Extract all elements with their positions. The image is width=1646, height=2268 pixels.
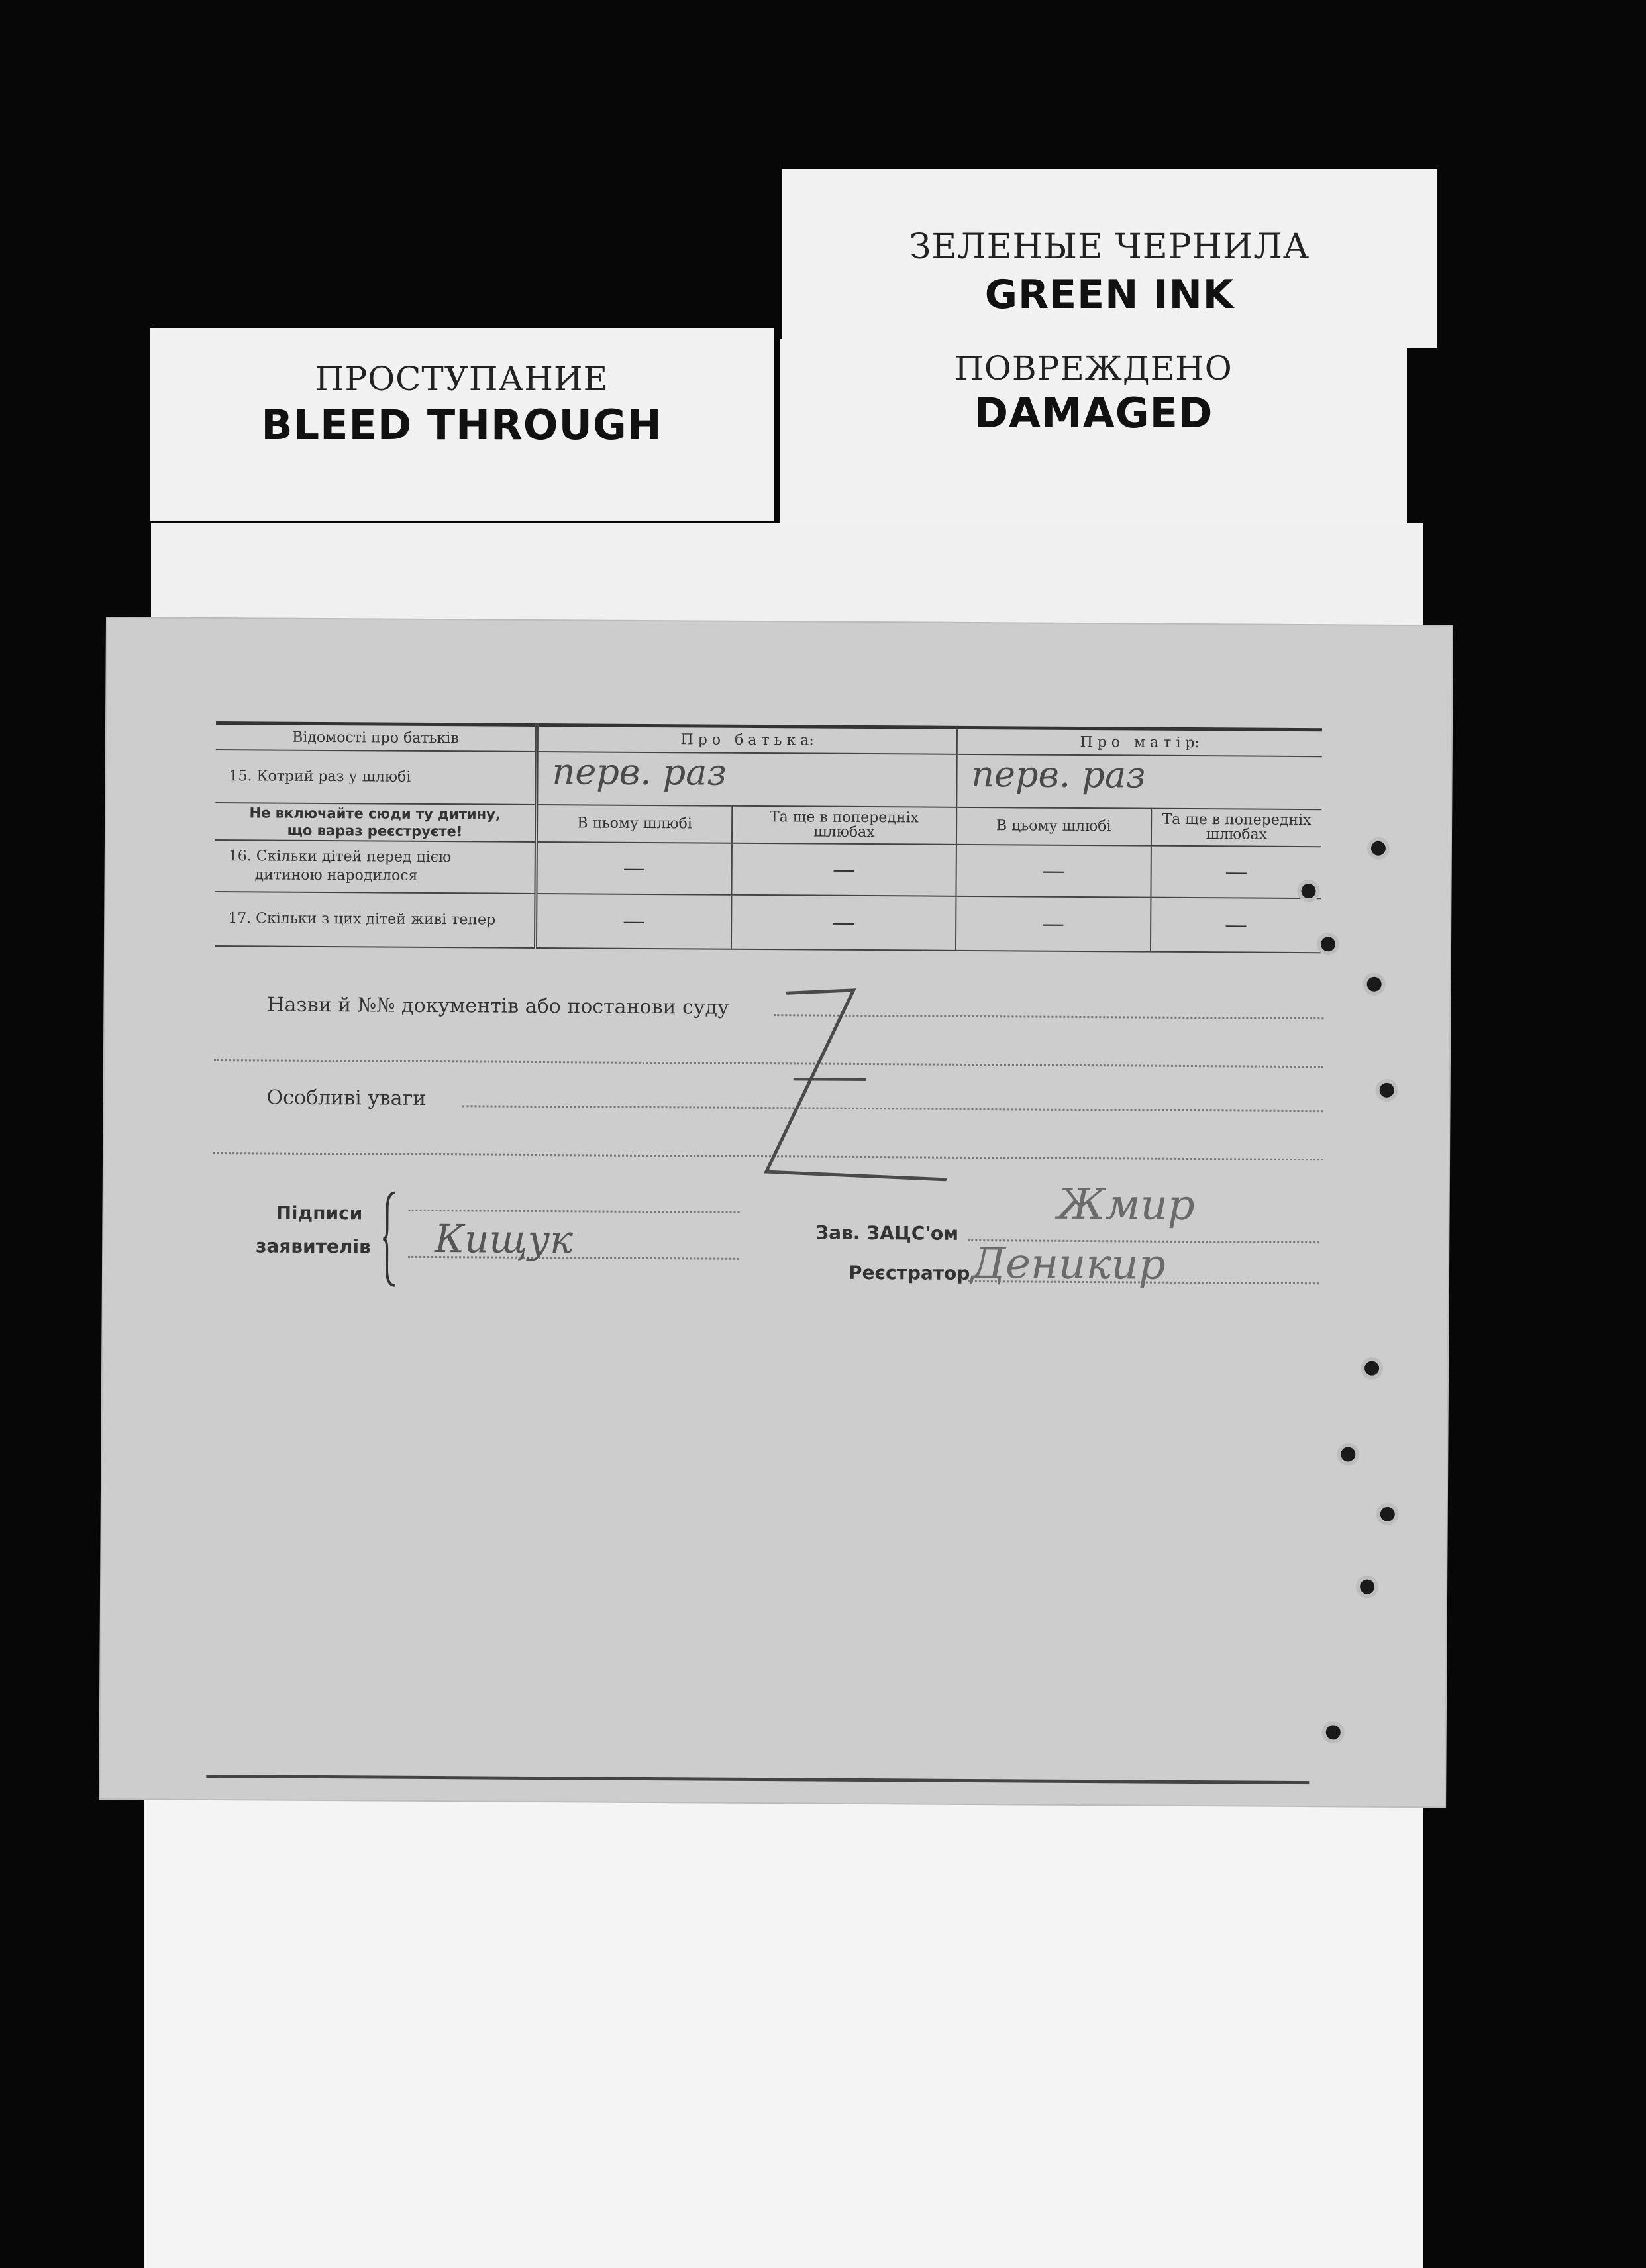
bleed-through-label-card — [150, 328, 774, 521]
registrar-label: Реєстратор — [848, 1261, 970, 1284]
green-ink-label-card — [782, 169, 1437, 348]
registrar-signature: Деникир — [970, 1239, 1166, 1290]
remarks-label: Особливі уваги — [266, 1086, 427, 1110]
row16-mother-prev: — — [1225, 858, 1248, 886]
punch-hole — [1380, 1507, 1395, 1521]
row16-father-this: — — [536, 841, 732, 894]
row16-label — [215, 840, 536, 894]
punch-hole — [1371, 841, 1386, 856]
background-sheet-bottom — [144, 1775, 1423, 2268]
exclusion-note — [215, 803, 537, 842]
header-father: П р о б а т ь к а: — [537, 725, 956, 754]
damaged-label-ru: ПОВРЕЖДЕНО — [954, 349, 1233, 387]
mother-prev-marriages-header — [1151, 808, 1322, 847]
applicant-signature-line-1 — [409, 1210, 740, 1213]
green-ink-label-en: GREEN INK — [984, 272, 1235, 318]
punch-hole — [1301, 884, 1315, 898]
header-col1: Відомості про батьків — [216, 723, 537, 752]
punch-hole — [1341, 1447, 1355, 1461]
documents-label: Назви й №№ документів або постанови суду — [267, 993, 729, 1019]
mother-prev-marriages-line2: шлюбах — [1206, 825, 1268, 843]
row15-mother-value: перв. раз — [971, 752, 1146, 796]
head-label: Зав. ЗАЦС'ом — [815, 1221, 959, 1245]
punch-hole — [1380, 1083, 1394, 1098]
handwritten-z-stroke — [687, 979, 966, 1206]
signatures-brace — [382, 1190, 402, 1289]
signatures-label-1: Підписи — [276, 1202, 363, 1225]
row16-label-line2: дитиною народилося — [254, 866, 418, 884]
parents-info-table — [215, 721, 1322, 953]
row15-father-value: перв. раз — [552, 750, 727, 794]
bleed-through-label-en: BLEED THROUGH — [261, 401, 662, 449]
father-prev-marriages-line2: шлюбах — [813, 823, 875, 841]
note-line-1: Не включайте сюди ту дитину, — [249, 804, 501, 823]
row15-father-cell — [537, 751, 957, 807]
punch-hole — [1360, 1580, 1374, 1594]
mother-this-marriage-header: В цьому шлюбі — [956, 807, 1151, 845]
note-line-2: що вараз реєструєте! — [287, 822, 463, 839]
row16-mother-this: — — [956, 844, 1151, 897]
damaged-label-en: DAMAGED — [974, 389, 1213, 437]
mother-prev-marriages-line1: Та ще в попередніх — [1162, 811, 1312, 829]
civil-registry-form — [100, 618, 1452, 1806]
row15-label: 15. Котрий раз у шлюбі — [215, 750, 537, 805]
row16-label-line1: 16. Скільки дітей перед цією — [228, 847, 452, 866]
row17-father-prev: — — [731, 894, 956, 950]
father-prev-marriages-header — [732, 805, 956, 844]
punch-hole — [1326, 1725, 1341, 1739]
signatures-label-2: заявителів — [256, 1235, 371, 1258]
header-mother: П р о м а т і р: — [1080, 733, 1200, 751]
damaged-label-card — [780, 339, 1407, 525]
row15-mother-cell — [956, 754, 1322, 809]
applicant-signature: Кищук — [435, 1216, 574, 1263]
row16-father-prev: — — [731, 843, 956, 896]
punch-hole — [1364, 1361, 1379, 1376]
head-signature: Жмир — [1057, 1180, 1195, 1231]
row17-father-this: — — [535, 893, 731, 949]
bleed-through-label-ru: ПРОСТУПАНИЕ — [315, 360, 609, 398]
row17-label: 17. Скільки з цих дітей живі тепер — [215, 892, 536, 948]
row17-mother-this: — — [956, 896, 1151, 951]
punch-hole — [1367, 977, 1382, 992]
row17-mother-prev: — — [1224, 911, 1248, 939]
punch-hole — [1321, 937, 1335, 951]
green-ink-label-ru: ЗЕЛЕНЫЕ ЧЕРНИЛА — [909, 227, 1310, 267]
bottom-rule — [206, 1775, 1309, 1784]
father-this-marriage-header: В цьому шлюбі — [536, 804, 732, 843]
father-prev-marriages-line1: Та ще в попередніх — [769, 808, 919, 826]
